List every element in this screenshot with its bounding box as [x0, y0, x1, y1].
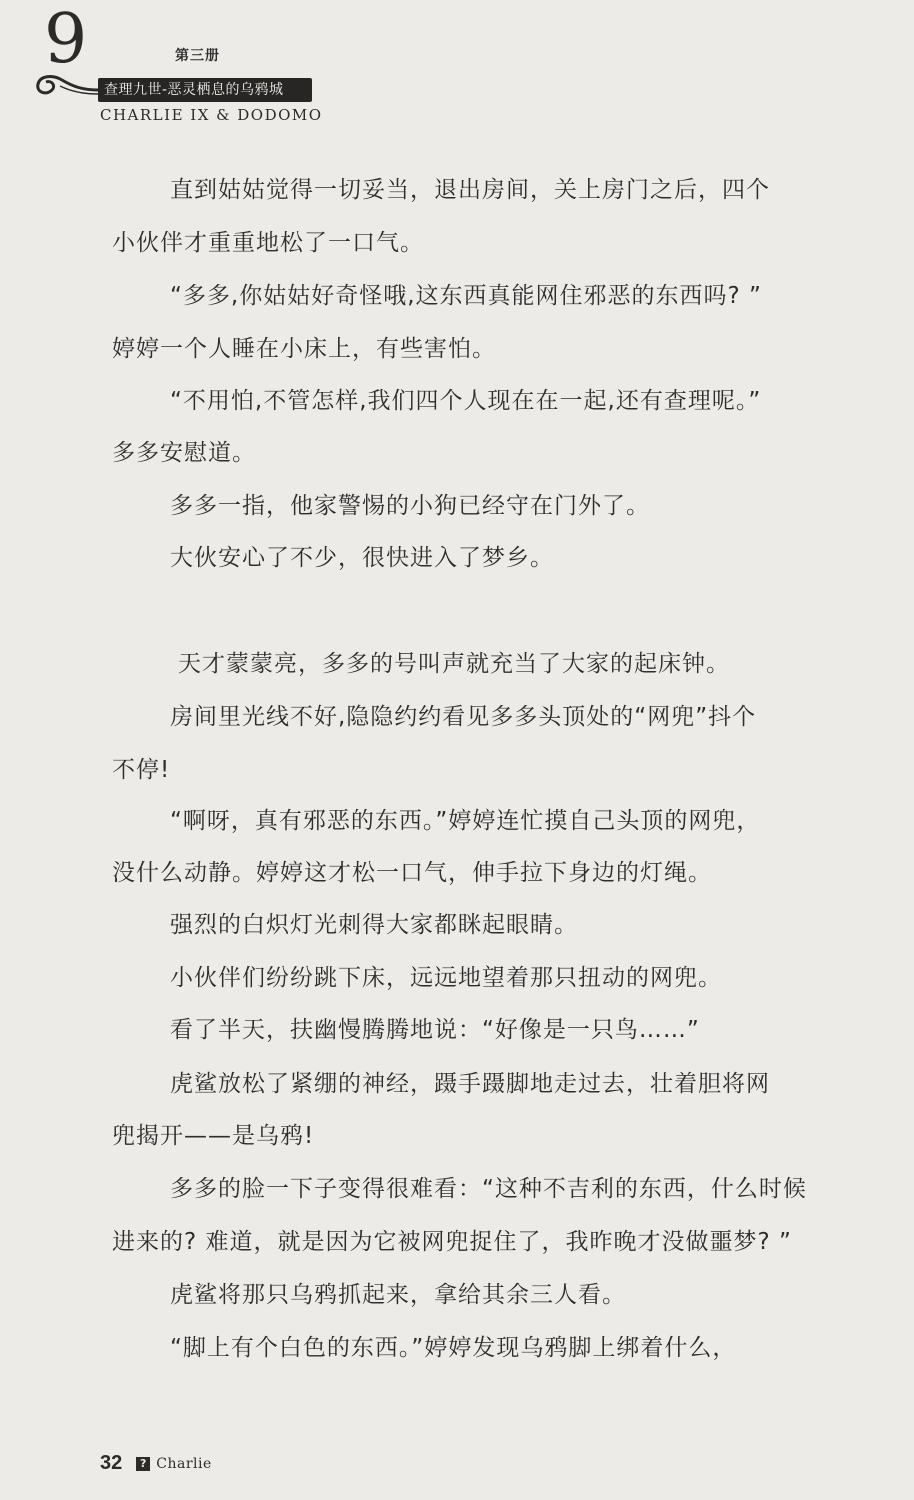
text-line: 房间里光线不好,隐隐约约看见多多头顶处的“网兜”抖个	[170, 704, 757, 730]
text-line: 虎鲨将那只乌鸦抓起来，拿给其余三人看。	[170, 1282, 626, 1308]
text-line: 兜揭开——是乌鸦!	[112, 1123, 315, 1149]
text-line: “脚上有个白色的东西。”婷婷发现乌鸦脚上绑着什么，	[170, 1335, 737, 1361]
text-line: “啊呀，真有邪恶的东西。”婷婷连忙摸自己头顶的网兜，	[170, 808, 761, 834]
text-line: 多多一指，他家警惕的小狗已经守在门外了。	[170, 493, 650, 519]
text-line: 多多安慰道。	[112, 440, 256, 466]
page-number: 32	[100, 1452, 123, 1474]
text-line: 看了半天，扶幽慢腾腾地说：“好像是一只鸟……”	[170, 1017, 700, 1043]
text-line: 没什么动静。婷婷这才松一口气，伸手拉下身边的灯绳。	[112, 860, 712, 886]
page-footer	[100, 1452, 212, 1475]
text-line: 不停!	[112, 757, 171, 783]
text-line: 大伙安心了不少，很快进入了梦乡。	[170, 545, 554, 571]
volume-label: 第三册	[175, 48, 220, 64]
chapter-number: 9	[44, 0, 88, 79]
question-mark-icon: ?	[136, 1457, 150, 1471]
text-line: 小伙伴们纷纷跳下床，远远地望着那只扭动的网兜。	[170, 965, 722, 991]
text-line: 小伙伴才重重地松了一口气。	[112, 230, 424, 256]
text-line: 虎鲨放松了紧绷的神经，蹑手蹑脚地走过去，壮着胆将网	[170, 1071, 770, 1097]
text-line: 婷婷一个人睡在小床上，有些害怕。	[112, 336, 496, 362]
text-line: 天才蒙蒙亮，多多的号叫声就充当了大家的起床钟。	[178, 651, 730, 677]
series-title: 查理九世-恶灵栖息的乌鸦城	[104, 82, 284, 98]
footer-brand: Charlie	[156, 1455, 212, 1472]
text-line: 强烈的白炽灯光刺得大家都眯起眼睛。	[170, 912, 578, 938]
text-line: “不用怕,不管怎样,我们四个人现在在一起,还有查理呢。”	[170, 388, 762, 414]
charlie-logo: CHARLIE IX & DODOMO	[100, 106, 323, 124]
text-line: 进来的? 难道，就是因为它被网兜捉住了，我昨晚才没做噩梦? ”	[112, 1229, 792, 1255]
text-line: 直到姑姑觉得一切妥当，退出房间，关上房门之后，四个	[170, 177, 770, 203]
text-line: “多多,你姑姑好奇怪哦,这东西真能网住邪恶的东西吗? ”	[170, 283, 762, 309]
text-line: 多多的脸一下子变得很难看：“这种不吉利的东西，什么时候	[170, 1176, 807, 1202]
